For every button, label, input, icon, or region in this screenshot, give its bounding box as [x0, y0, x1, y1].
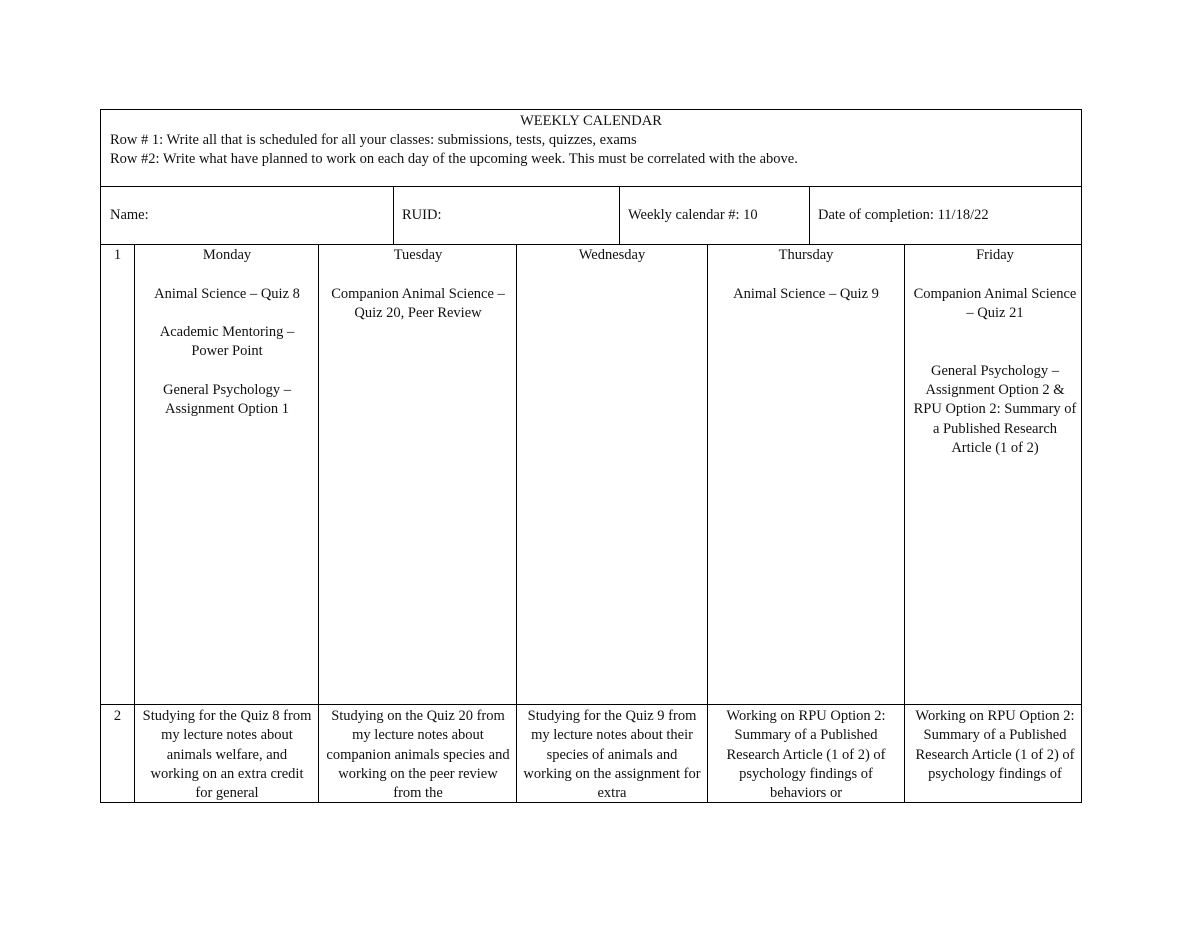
row2-friday-cell: Working on RPU Option 2: Summary of a Published Research Article (1 of 2) of psychology findings of: [915, 708, 1075, 782]
friday-entry-1: Companion Animal Science – Quiz 21: [913, 285, 1077, 321]
row2-wednesday-cell: Studying for the Quiz 9 from my lecture notes about their species of animals and working on the assignment for extra: [523, 708, 701, 802]
ruid-label: RUID:: [402, 207, 442, 223]
friday-entry-2: General Psychology – Assignment Option 2 & RPU Option 2: Summary of a Published Research Article (1 of 2): [913, 362, 1077, 456]
grid-divider-tuesday: [516, 244, 517, 803]
grid-divider-monday: [318, 244, 319, 803]
row2-thursday-cell: Working on RPU Option 2: Summary of a Published Research Article (1 of 2) of psychology findings of behaviors or: [726, 708, 886, 802]
info-divider-3: [809, 186, 810, 244]
weekly-calendar-number: Weekly calendar #: 10: [628, 207, 758, 223]
instruction-row-2: Row #2: Write what have planned to work on each day of the upcoming week. This must be correlated with the above.: [110, 151, 798, 167]
monday-entry-3: General Psychology – Assignment Option 1: [162, 382, 292, 418]
day-header-wednesday: Wednesday: [578, 247, 646, 263]
day-header-thursday: Thursday: [778, 247, 834, 263]
row1-friday-cell: [912, 246, 1078, 701]
grid-divider-number: [134, 244, 135, 803]
calendar-title: WEEKLY CALENDAR: [520, 113, 662, 129]
row1-wednesday-cell: [525, 246, 699, 701]
thursday-entry-1: Animal Science – Quiz 9: [733, 285, 879, 302]
date-of-completion: Date of completion: 11/18/22: [818, 207, 989, 223]
weekly-calendar-table: [100, 109, 1082, 803]
info-divider-1: [393, 186, 394, 244]
row-number-1: 1: [113, 247, 122, 263]
row1-tuesday-cell: [329, 246, 507, 701]
monday-entry-1: Animal Science – Quiz 8: [154, 285, 300, 302]
header-divider: [101, 186, 1081, 187]
row-number-2: 2: [113, 708, 122, 724]
row2-tuesday-cell: Studying on the Quiz 20 from my lecture notes about companion animals species and working on the peer review from the: [326, 708, 510, 802]
row2-monday-cell: Studying for the Quiz 8 from my lecture notes about animals welfare, and working on an extra credit for general: [142, 708, 312, 802]
tuesday-entry-1: Companion Animal Science – Quiz 20, Peer Review: [331, 285, 505, 321]
row-divider: [101, 704, 1081, 705]
day-header-friday: Friday: [976, 247, 1014, 263]
day-header-tuesday: Tuesday: [393, 247, 443, 263]
row1-monday-cell: [146, 246, 308, 701]
grid-divider-thursday: [904, 244, 905, 803]
monday-entry-2: Academic Mentoring – Power Point: [159, 324, 295, 360]
day-header-monday: Monday: [202, 247, 252, 263]
row1-thursday-cell: [716, 246, 896, 701]
instruction-row-1: Row # 1: Write all that is scheduled for all your classes: submissions, tests, quizzes, exams: [110, 132, 637, 148]
info-divider: [101, 244, 1081, 245]
name-label: Name:: [110, 207, 149, 223]
grid-divider-wednesday: [707, 244, 708, 803]
info-divider-2: [619, 186, 620, 244]
